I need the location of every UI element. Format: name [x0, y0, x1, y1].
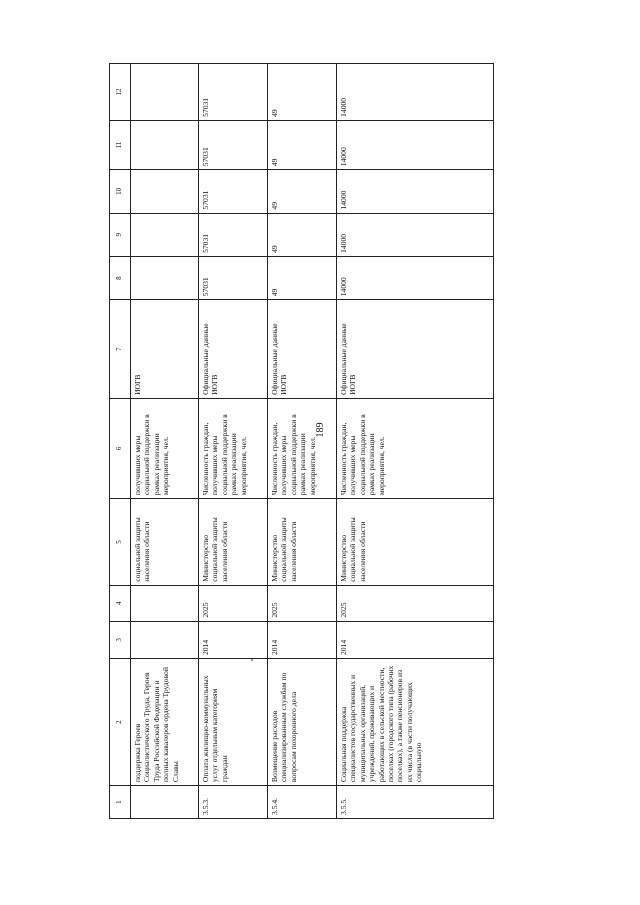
column-header: 11 [110, 120, 131, 169]
table-row-3-5-3 [199, 64, 268, 819]
cell-number: 3.5.5. [337, 786, 494, 819]
column-header: 1 [110, 786, 131, 819]
cell-value-8: 49 [268, 256, 337, 299]
cell-source: Официальные данные ИОГВ [337, 300, 494, 399]
cell-value-10: 57031 [199, 170, 268, 213]
column-header: 2 [110, 659, 131, 786]
cell-value-9 [131, 213, 199, 256]
cell-end-year: 2025 [268, 585, 337, 621]
table-row-continuation [131, 64, 199, 819]
column-header: 8 [110, 256, 131, 299]
cell-value-10: 14000 [337, 170, 494, 213]
cell-number: 3.5.4. [268, 786, 337, 819]
cell-value-11: 14000 [337, 120, 494, 169]
cell-start-year: 2014 [199, 621, 268, 658]
cell-source: ИОГВ [131, 300, 199, 399]
rotated-table-wrapper [109, 63, 494, 819]
cell-source: Официальные данные ИОГВ [268, 300, 337, 399]
column-header: 4 [110, 585, 131, 621]
cell-value-11: 57031 [199, 120, 268, 169]
column-header: 6 [110, 398, 131, 498]
table-row-3-5-5 [337, 64, 494, 819]
cell-number: 3.5.3. [199, 786, 268, 819]
column-header: 5 [110, 499, 131, 586]
cell-executor: Министерство социальной защиты населения области [268, 499, 337, 586]
column-header: 7 [110, 300, 131, 399]
cell-start-year: 2014 [337, 621, 494, 658]
cell-value-9: 57031 [199, 213, 268, 256]
cell-value-10: 49 [268, 170, 337, 213]
cell-source: Официальные данные ИОГВ [199, 300, 268, 399]
table-row-3-5-4 [268, 64, 337, 819]
column-header: 9 [110, 213, 131, 256]
cell-measure-name: Социальная поддержка специалистов государственных и муниципальных организаций, учреждений, проживающих и работающих в сельской местности, поселках (городского типа (рабочих поселках), а также пенсионеров из их числа (в части получающих социальную [337, 659, 494, 786]
cell-executor: Министерство социальной защиты населения области [199, 499, 268, 586]
cell-value-8: 57031 [199, 256, 268, 299]
cell-value-11 [131, 120, 199, 169]
cell-value-9: 14000 [337, 213, 494, 256]
cell-executor: социальной защиты населения области [131, 499, 199, 586]
page-number: 189 [315, 422, 326, 438]
cell-measure-name: Возмещение расходов специализированным службам по вопросам похоронного дела [268, 659, 337, 786]
measures-table [109, 63, 494, 819]
cell-number [131, 786, 199, 819]
cell-value-11: 49 [268, 120, 337, 169]
cell-measure-name: Оплата жилищно-коммунальных услуг отдельным категориям граждан [199, 659, 268, 786]
cell-start-year: 2014 [268, 621, 337, 658]
column-header: 10 [110, 170, 131, 213]
cell-executor: Министерство социальной защиты населения области [337, 499, 494, 586]
cell-measure-name: поддержка Героев Социалистического Труда, Героев Труда Российской Федерации и полных кавалеров ордена Трудовой Славы [131, 659, 199, 786]
cell-value-8: 14000 [337, 256, 494, 299]
cell-value-10 [131, 170, 199, 213]
cell-value-12: 49 [268, 64, 337, 121]
cell-indicator: Численность граждан, получивших меры социальной поддержки в рамках реализации мероприятия, чел. [268, 398, 337, 498]
column-header: 12 [110, 64, 131, 121]
cell-indicator: Численность граждан, получивших меры социальной поддержки в рамках реализации мероприятия, чел. [337, 398, 494, 498]
cell-indicator: получивших меры социальной поддержки в рамках реализации мероприятия, чел. [131, 398, 199, 498]
cell-value-9: 49 [268, 213, 337, 256]
cell-end-year: 2025 [199, 585, 268, 621]
cell-value-12: 57031 [199, 64, 268, 121]
cell-end-year [131, 585, 199, 621]
cell-end-year: 2025 [337, 585, 494, 621]
table-header-row [110, 64, 131, 819]
cell-value-8 [131, 256, 199, 299]
cell-value-12 [131, 64, 199, 121]
column-header: 3 [110, 621, 131, 658]
cell-start-year [131, 621, 199, 658]
cell-value-12: 14000 [337, 64, 494, 121]
cell-indicator: Численность граждан, получивших меры социальной поддержки в рамках реализации мероприятия, чел. [199, 398, 268, 498]
